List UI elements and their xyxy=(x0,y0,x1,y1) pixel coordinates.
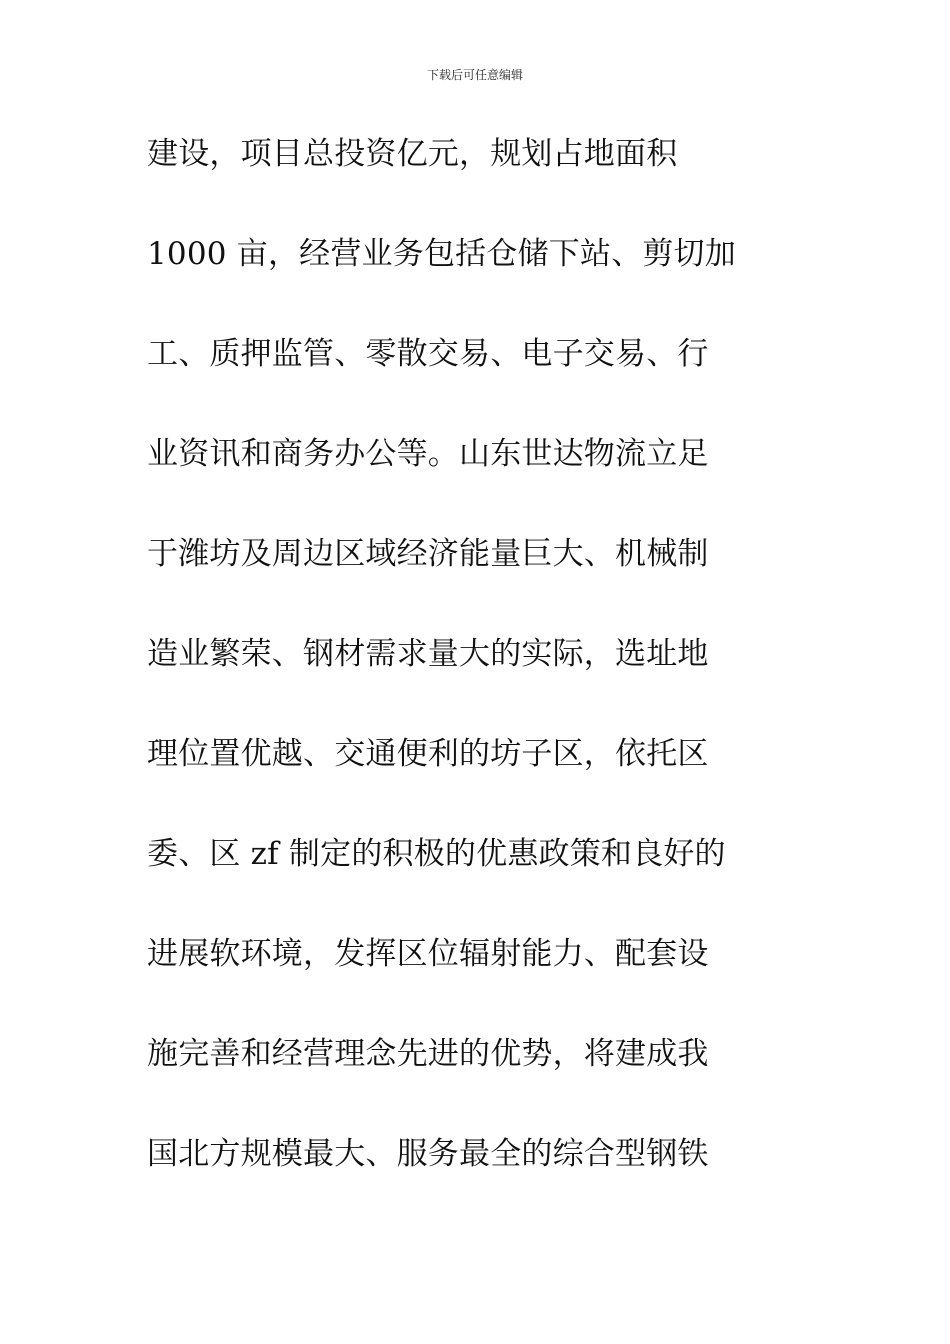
text-line: 施完善和经营理念先进的优势，将建成我 xyxy=(147,1036,709,1072)
text-line: 工、质押监管、零散交易、电子交易、行 xyxy=(147,336,709,372)
page-header: 下载后可任意编辑 xyxy=(426,68,523,82)
text-line: 建设，项目总投资亿元，规划占地面积 xyxy=(147,136,678,172)
document-body xyxy=(147,122,827,1222)
text-line: 国北方规模最大、服务最全的综合型钢铁 xyxy=(147,1136,709,1172)
text-line: 进展软环境，发挥区位辐射能力、配套设 xyxy=(147,936,709,972)
text-line: 委、区 zf 制定的积极的优惠政策和良好的 xyxy=(147,836,726,872)
text-line: 造业繁荣、钢材需求量大的实际，选址地 xyxy=(147,636,709,672)
text-line: 业资讯和商务办公等。山东世达物流立足 xyxy=(147,436,709,472)
text-line: 于潍坊及周边区域经济能量巨大、机械制 xyxy=(147,536,709,572)
text-line: 1000 亩，经营业务包括仓储下站、剪切加 xyxy=(147,236,736,272)
text-line: 理位置优越、交通便利的坊子区，依托区 xyxy=(147,736,709,772)
